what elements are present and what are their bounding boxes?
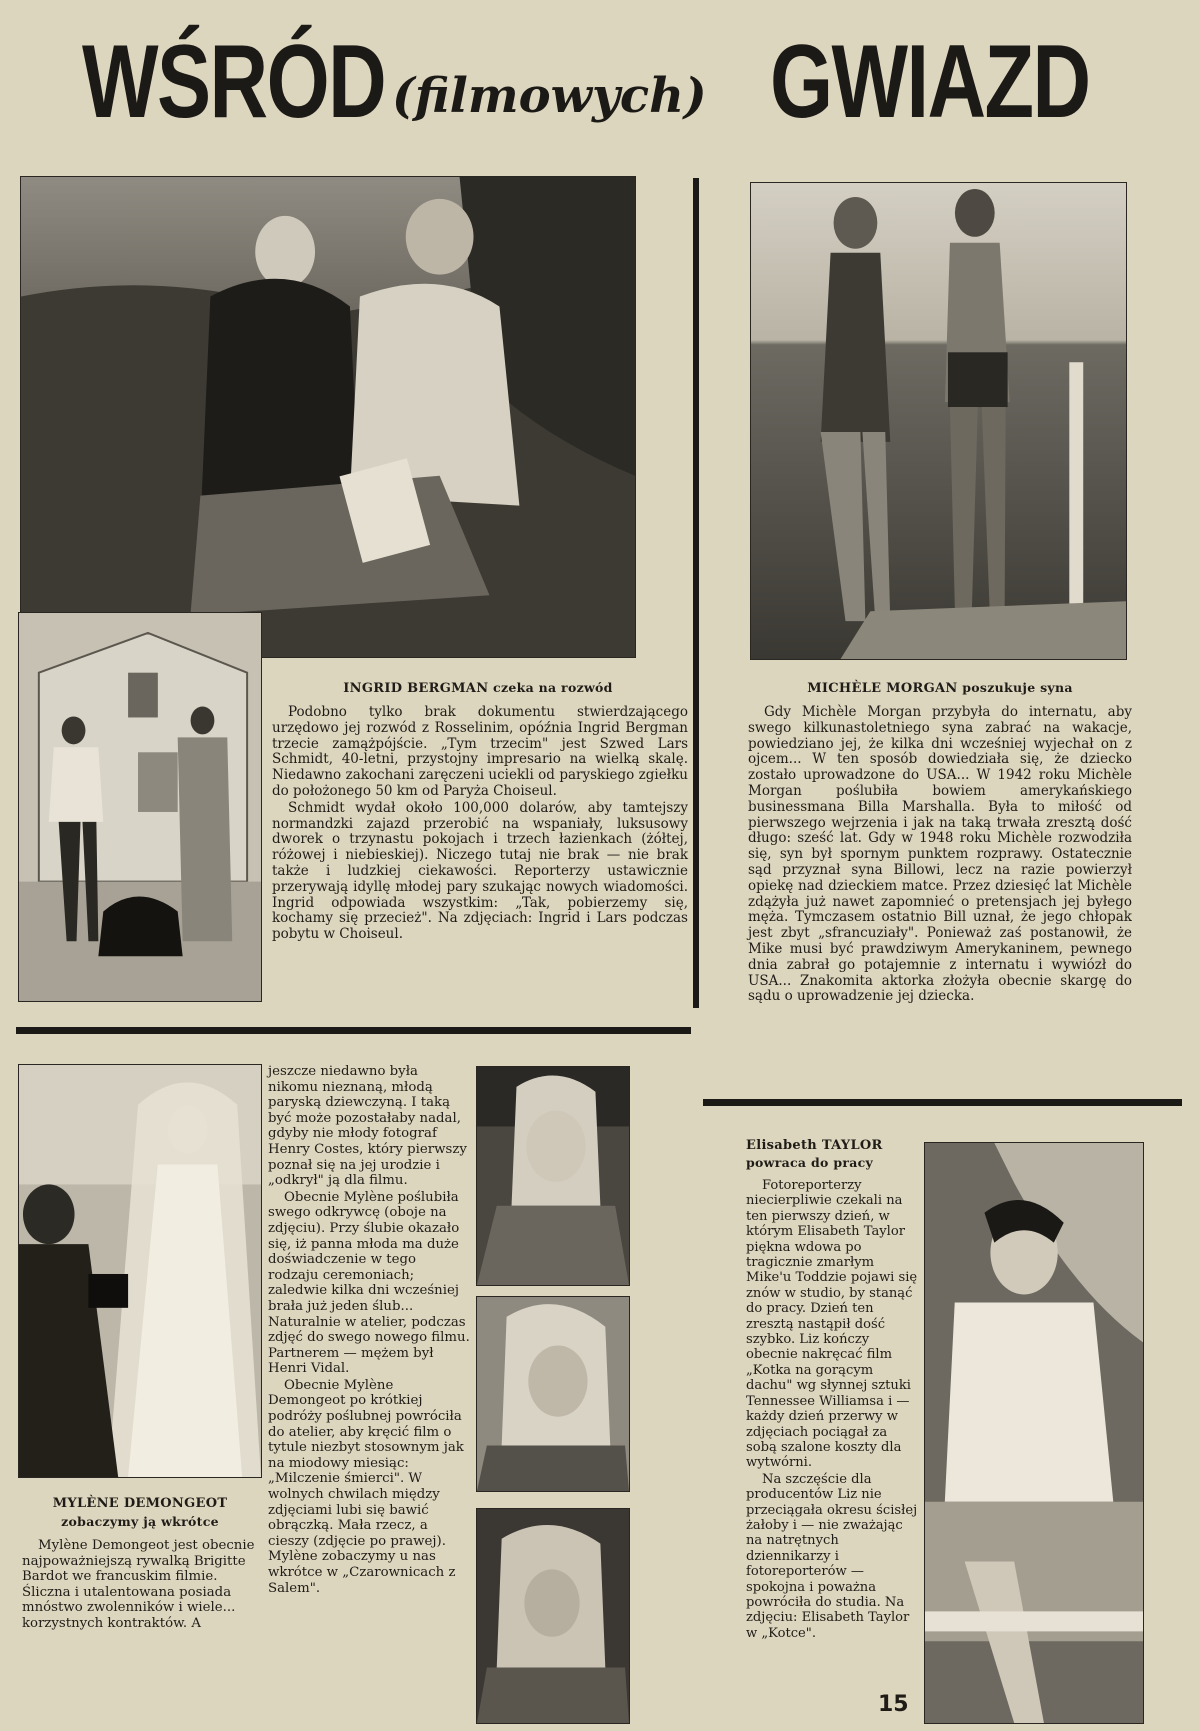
taylor-paragraph-2: Na szczęście dla producentów Liz nie przeciągała okresu ścisłej żałoby i — nie zważając na natrętnych dziennikarzy i fotoreporterów — spokojna i poważna powróciła do studia. Na zdjęciu: Elisabeth Taylor w „Kotce". [746, 1471, 918, 1641]
taylor-heading [746, 1138, 918, 1170]
taylor-paragraph-1: Fotoreporterzy niecierpliwie czekali na ten pierwszy dzień, w którym Elisabeth Taylor piękna wdowa po tragicznie zmarłym Mike'u Toddzie pojawi się znów w studio, by stanąć do pracy. Dzień ten zresztą nastąpił dość szybko. Liz kończy obecnie nakręcać film „Kotka na gorącym dachu" wg słynnej sztuki Tennessee Williamsa i — każdy dzień przerwy w zdjęciach pociągał za sobą szalone koszty dla wytwórni. [746, 1178, 918, 1471]
morgan-heading-name: MICHÈLE MORGAN [807, 681, 958, 696]
morgan-heading [748, 680, 1132, 697]
taylor-article-body [746, 1178, 918, 1642]
bergman-paragraph-1: Podobno tylko brak dokumentu stwierdzającego urzędowo jej rozwód z Rosselinim, opóźnia Ingrid Bergman trzecie zamążpójście. „Tym trzecim" jest Szwed Lars Schmidt, 40-letni, przystojny impresario na wielką skalę. Niedawno zakochani zaręczeni uciekli od paryskiego zgiełku do położonego 50 km od Paryża Choiseul. [272, 704, 688, 799]
bergman-paragraph-2: Schmidt wydał około 100,000 dolarów, aby tamtejszy normandzki zajazd przerobić na wspaniały, luksusowy dworek o trzynastu pokojach i trzech łazienkach (żółtej, różowej i niebieskiej). Niczego tutaj nie brak — nie brak także i ludzkiej ciekawości. Reporterzy ustawicznie przerywają idyllę młodej pary szukając nowych wiadomości. Ingrid odpowiada wszystkim: „Tak, pobierzemy się, kochamy się przecież". Na zdjęciach: Ingrid i Lars podczas pobytu w Choiseul. [272, 799, 688, 943]
photo-bergman-schmidt-inn-dog [18, 612, 262, 1002]
demongeot-intro [22, 1538, 260, 1633]
photo-demongeot-portrait-2 [476, 1296, 630, 1492]
demongeot-col2-paragraph-1: jeszcze niedawno była nikomu nieznaną, młodą paryską dziewczyną. I taką być może pozostałaby nadal, gdyby nie młody fotograf Henry Costes, który pierwszy poznał się na jej urodzie i „odkrył" ją dla filmu. [268, 1064, 467, 1189]
horizontal-rule-right [703, 1099, 1182, 1106]
morgan-article-body [748, 705, 1132, 1006]
photo-demongeot-portrait-3 [476, 1508, 630, 1724]
demongeot-column-2 [268, 1064, 470, 1597]
demongeot-col2-paragraph-2: Obecnie Mylène poślubiła swego odkrywcę (oboje na zdjęciu). Przy ślubie okazało się, iż panna młoda ma duże doświadczenie w tego rodzaju ceremoniach; zaledwie kilka dni wcześniej brała już jeden ślub... Naturalnie w atelier, podczas zdjęć do swego nowego filmu. Partnerem — mężem był Henri Vidal. [268, 1189, 470, 1377]
taylor-heading-line-2: powraca do pracy [746, 1154, 874, 1170]
taylor-heading-line-1: Elisabeth TAYLOR [746, 1138, 883, 1153]
photo-demongeot-wedding [18, 1064, 262, 1478]
title-word-wsrod: WŚRÓD [82, 24, 386, 140]
photo-taylor-kotka [924, 1142, 1144, 1724]
demongeot-heading-rest: zobaczymy ją wkrótce [61, 1513, 219, 1529]
bergman-heading-rest: czeka na rozwód [493, 680, 613, 695]
photo-demongeot-portrait-1 [476, 1066, 630, 1286]
title-word-gwiazd: GWIAZD [770, 24, 1090, 140]
demongeot-intro-paragraph: Mylène Demongeot jest obecnie najpoważniejszą rywalką Brigitte Bardot we francuskim filmie. Śliczna i utalentowana posiada mnóstwo zwolenników i wiele... korzystnych kontraktów. A [22, 1538, 255, 1631]
bergman-heading-name: INGRID BERGMAN [343, 681, 489, 696]
bergman-article-body [272, 705, 688, 944]
photo-morgan-son-jetty [750, 182, 1127, 660]
page-number: 15 [878, 1692, 909, 1717]
morgan-paragraph-1: Gdy Michèle Morgan przybyła do internatu, aby swego kilkunastoletniego syna zabrać na wakacje, powiedziano jej, że kilka dni wcześniej wyjechał on z ojcem... W ten sposób dowiedziała się, że dziecko zostało uprowadzone do USA... W 1942 roku Michèle Morgan poślubiła bowiem amerykańskiego businessmana Billa Marshalla. Była to miłość od pierwszego wejrzenia i jak na taką trwała zresztą dość długo: sześć lat. Gdy w 1948 roku Michèle rozwodziła się, syn był spornym punktem rozprawy. Ostatecznie sąd przyznał syna Billowi, lecz na razie powierzył opiekę nad dzieckiem matce. Przez dziesięć lat Michèle zdążyła już nawet zapomnieć o pretensjach jej byłego męża. Tymczasem ostatnio Bill uznał, że jego chłopak jest zbyt „sfrancuziały". Ponieważ zaś postanowił, że Mike musi być prawdziwym Amerykaninem, pewnego dnia zabrał go potajemnie z internatu i wywiózł do USA... Znakomita aktorka złożyła obecnie skargę do sądu o uprowadzenie jej dziecka. [748, 704, 1132, 1005]
demongeot-heading [18, 1496, 262, 1529]
horizontal-rule-left [16, 1027, 691, 1034]
bergman-heading [266, 680, 690, 697]
photo-bergman-schmidt-rocks [20, 176, 636, 658]
demongeot-heading-name: MYLÈNE DEMONGEOT [52, 1496, 228, 1511]
vertical-rule-top [693, 178, 699, 1008]
morgan-heading-rest: poszukuje syna [962, 680, 1073, 695]
demongeot-col2-paragraph-3: Obecnie Mylène Demongeot po krótkiej podróży poślubnej powróciła do atelier, aby kręcić film o tytule niezbyt stosownym jak na miodowy miesiąc: „Milczenie śmierci". W wolnych chwilach między zdjęciami lubi się bawić obrączką. Mała rzecz, a cieszy (zdjęcie po prawej). Mylène zobaczymy u nas wkrótce w „Czarownicach z Salem". [268, 1377, 464, 1596]
title-word-filmowych: (filmowych) [392, 68, 707, 124]
